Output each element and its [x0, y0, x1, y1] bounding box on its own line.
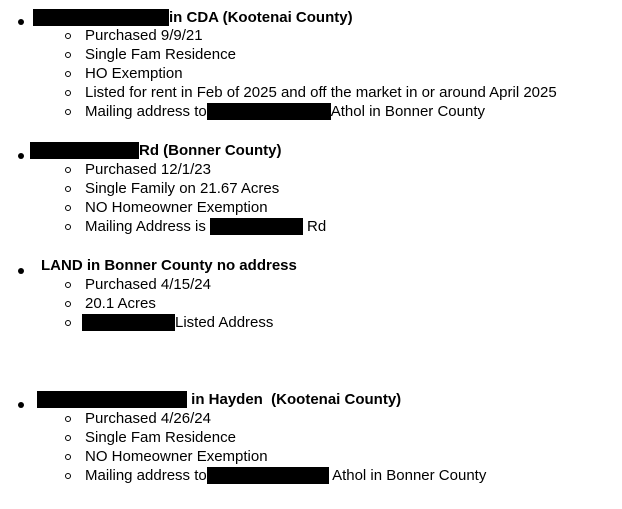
redaction-bar: [37, 391, 187, 408]
hollow-bullet-icon: [65, 71, 71, 77]
item-1-sub-4: Listed for rent in Feb of 2025 and off the market in or around April 2025: [65, 83, 557, 102]
item-4-sub-1: Purchased 4/26/24: [65, 409, 211, 428]
item-4-heading: [37, 390, 401, 409]
item-3-sub-2: 20.1 Acres: [65, 294, 156, 313]
hollow-bullet-icon: [65, 320, 71, 326]
hollow-bullet-icon: [65, 224, 71, 230]
hollow-bullet-icon: [65, 52, 71, 58]
hollow-bullet-icon: [65, 473, 71, 479]
redaction-bar: [207, 103, 331, 120]
redaction-bar: [82, 314, 175, 331]
bullet-dot: [18, 262, 24, 277]
item-1-heading: [33, 8, 353, 27]
item-2-heading: [30, 141, 281, 160]
item-1-sub-5: Mailing address to Athol in Bonner County: [65, 102, 485, 121]
item-2-sub-3: NO Homeowner Exemption: [65, 198, 268, 217]
redaction-bar: [30, 142, 139, 159]
redaction-bar: [210, 218, 303, 235]
item-4-heading-text: in Hayden (Kootenai County): [187, 391, 402, 408]
item-2-heading-text: Rd (Bonner County): [139, 142, 282, 159]
item-4-sub-2: Single Fam Residence: [65, 428, 236, 447]
item-1-sub-3: HO Exemption: [65, 64, 183, 83]
redaction-bar: [33, 9, 169, 26]
item-3-sub-3: Listed Address: [65, 313, 273, 332]
item-4-sub-3: NO Homeowner Exemption: [65, 447, 268, 466]
hollow-bullet-icon: [65, 90, 71, 96]
hollow-bullet-icon: [65, 454, 71, 460]
item-2-sub-1: Purchased 12/1/23: [65, 160, 211, 179]
bullet-dot: [18, 13, 24, 28]
item-1-heading-text: in CDA (Kootenai County): [169, 9, 353, 26]
item-4-sub-4: Mailing address to Athol in Bonner County: [65, 466, 486, 485]
hollow-bullet-icon: [65, 186, 71, 192]
bullet-dot: [18, 147, 24, 162]
hollow-bullet-icon: [65, 167, 71, 173]
hollow-bullet-icon: [65, 109, 71, 115]
hollow-bullet-icon: [65, 205, 71, 211]
item-3-sub-1: Purchased 4/15/24: [65, 275, 211, 294]
item-2-sub-4: Mailing Address is Rd: [65, 217, 326, 236]
hollow-bullet-icon: [65, 282, 71, 288]
hollow-bullet-icon: [65, 33, 71, 39]
bullet-dot: [18, 396, 24, 411]
hollow-bullet-icon: [65, 301, 71, 307]
hollow-bullet-icon: [65, 435, 71, 441]
item-3-heading: [41, 256, 297, 275]
item-1-sub-1: Purchased 9/9/21: [65, 26, 203, 45]
item-1-sub-2: Single Fam Residence: [65, 45, 236, 64]
item-3-heading-text: LAND in Bonner County no address: [41, 257, 297, 274]
hollow-bullet-icon: [65, 416, 71, 422]
item-2-sub-2: Single Family on 21.67 Acres: [65, 179, 279, 198]
redaction-bar: [207, 467, 329, 484]
